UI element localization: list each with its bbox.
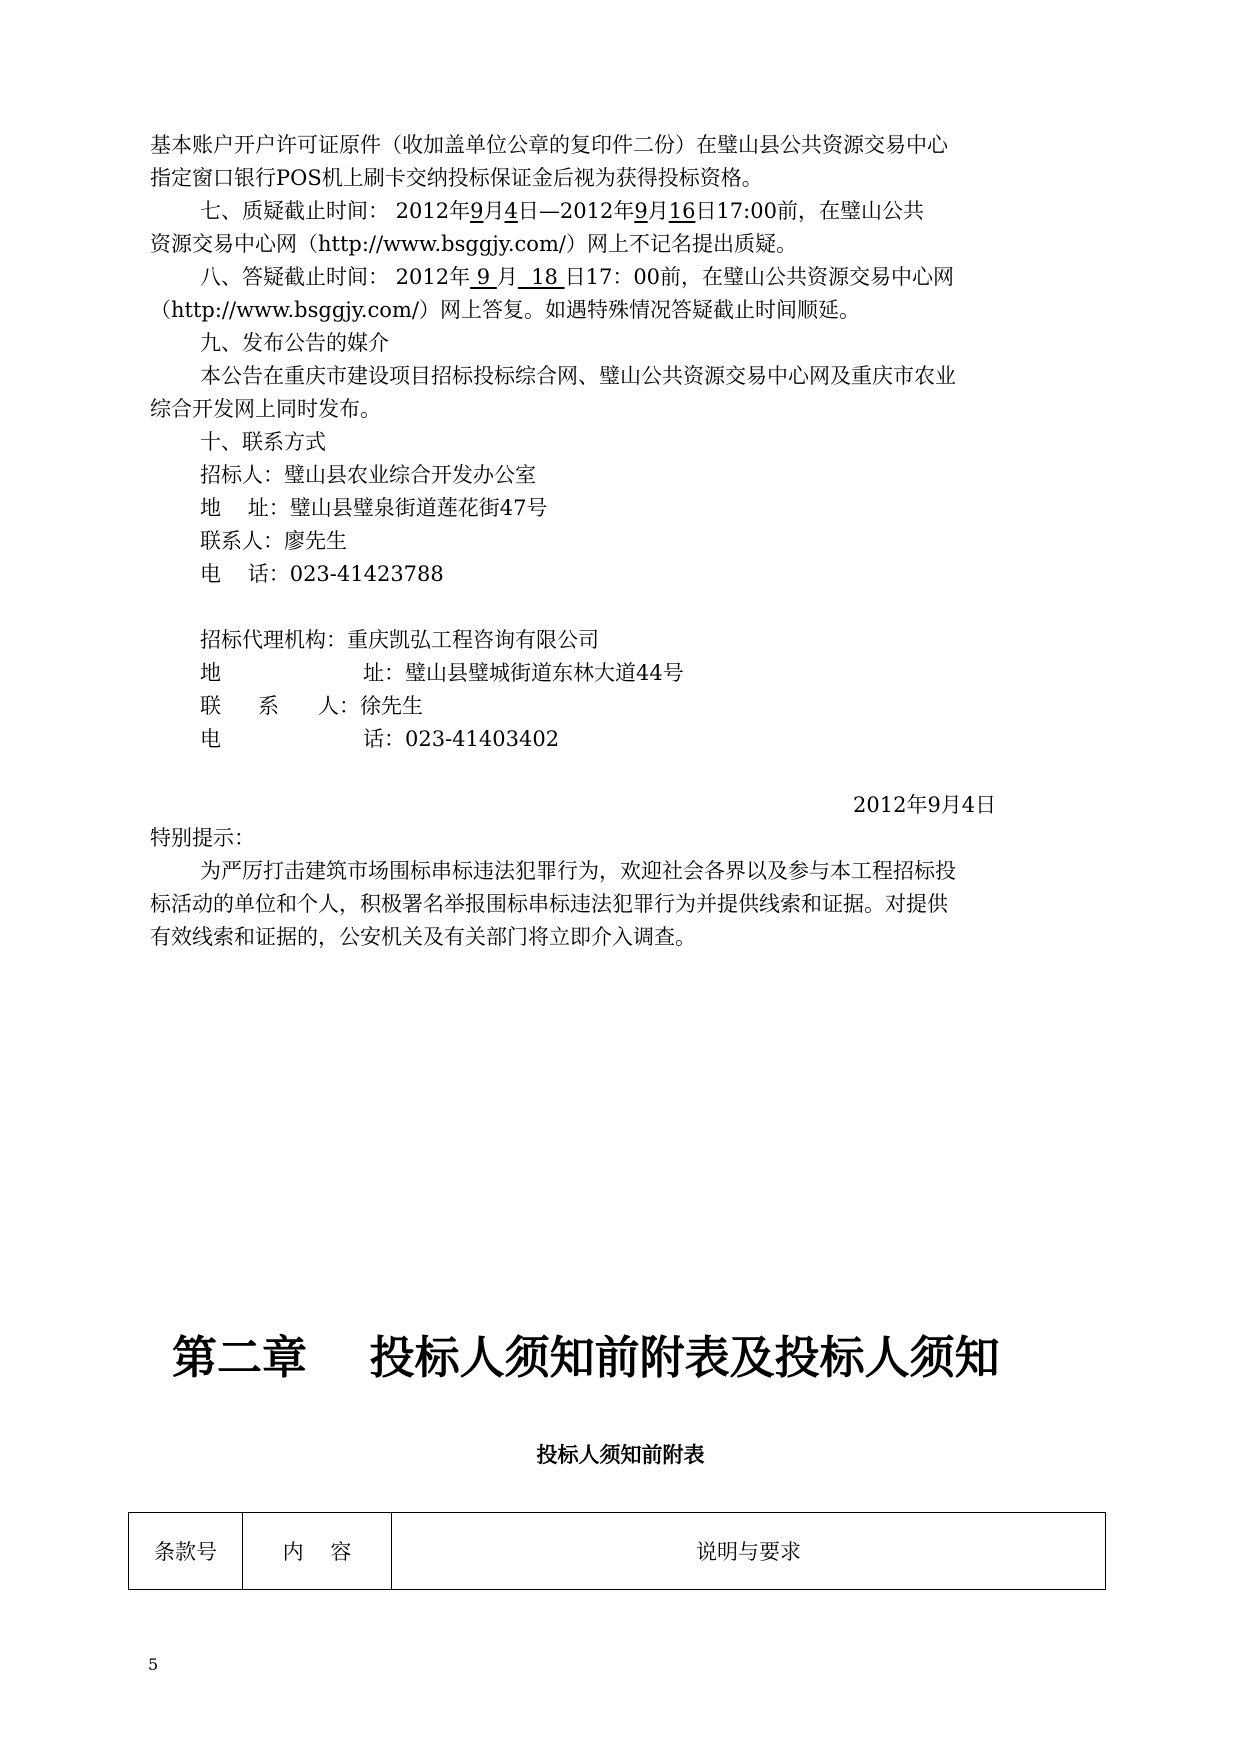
agent-address: 璧山县璧城街道东林大道44号 [405, 661, 684, 685]
question-end-month-suffix: 月 [647, 199, 669, 223]
agent-person-label-c: 人： [318, 694, 360, 718]
agent-address-label-a: 地 [200, 661, 221, 685]
phone-label: 电 话： [200, 562, 290, 586]
chapter-title: 第二章 投标人须知前附表及投标人须知 [172, 1331, 1000, 1384]
question-end-month: 9 [634, 199, 648, 223]
question-deadline-line [200, 196, 924, 226]
notice-line-1: 为严厉打击建筑市场围标串标违法犯罪行为，欢迎社会各界以及参与本工程招标投 [200, 859, 956, 883]
page-number: 5 [148, 1655, 159, 1674]
tenderer-address: 璧山县璧泉街道莲花街47号 [289, 496, 548, 520]
agent-address-line [363, 658, 684, 688]
notice-line-3: 有效线索和证据的，公安机关及有关部门将立即介入调查。 [150, 925, 696, 949]
question-month-suffix: 月 [483, 199, 505, 223]
body-line-4: 资源交易中心网（http://www.bsggjy.com/）网上不记名提出质疑。 [150, 232, 797, 256]
tenderer-contact-person: 联系人：廖先生 [200, 529, 347, 553]
agent-phone-line [363, 724, 559, 754]
tenderer-address-line [200, 493, 547, 523]
agent-person-line [318, 691, 423, 721]
agent-phone-label-b: 话： [363, 727, 405, 751]
agent-person: 徐先生 [360, 694, 423, 718]
agent-phone: 023-41403402 [405, 727, 560, 751]
answer-day-suffix: 日17：00前，在璧山公共资源交易中心网 [564, 265, 955, 289]
answer-month: 9 [470, 265, 497, 289]
body-line-1: 基本账户开户许可证原件（收加盖单位公章的复印件二份）在璧山县公共资源交易中心 [150, 133, 948, 157]
question-end-day: 16 [668, 199, 696, 223]
tenderer-phone-line [200, 559, 444, 589]
body-line-6: （http://www.bsggjy.com/）网上答复。如遇特殊情况答疑截止时间顺延。 [150, 298, 860, 322]
body-line-8: 本公告在重庆市建设项目招标投标综合网、璧山公共资源交易中心网及重庆市农业 [200, 364, 956, 388]
answer-deadline-text: 八、答疑截止时间： 2012年 [200, 265, 471, 289]
agent-phone-label-a: 电 [200, 727, 221, 751]
agent-address-label-b: 址： [363, 661, 405, 685]
question-end-suffix: 日17:00前，在璧山公共 [695, 199, 924, 223]
address-label: 地 址： [200, 496, 290, 520]
appendix-table [128, 1512, 1106, 1590]
notice-line-2: 标活动的单位和个人，积极署名举报围标串标违法犯罪行为并提供线索和证据。对提供 [150, 892, 948, 916]
body-line-2: 指定窗口银行POS机上刷卡交纳投标保证金后视为获得投标资格。 [150, 166, 763, 190]
question-start-day: 4 [504, 199, 518, 223]
answer-month-suffix: 月 [496, 265, 518, 289]
agent-person-label-b: 系 [258, 694, 279, 718]
notice-title: 特别提示： [150, 826, 255, 850]
question-deadline-text: 七、质疑截止时间： 2012年 [200, 199, 471, 223]
appendix-title: 投标人须知前附表 [536, 1443, 705, 1467]
section-ten-heading: 十、联系方式 [200, 430, 326, 454]
body-line-9: 综合开发网上同时发布。 [150, 397, 381, 421]
section-nine-heading: 九、发布公告的媒介 [200, 331, 389, 355]
question-start-month: 9 [470, 199, 484, 223]
agent-person-label-a: 联 [200, 694, 221, 718]
tenderer-line: 招标人：璧山县农业综合开发办公室 [200, 463, 536, 487]
question-day-suffix: 日—2012年 [517, 199, 635, 223]
answer-deadline-line [200, 262, 954, 292]
announcement-date: 2012年9月4日 [853, 793, 997, 817]
header-description: 说明与要求 [392, 1513, 1106, 1590]
answer-day: 18 [517, 265, 565, 289]
agent-name-line: 招标代理机构：重庆凯弘工程咨询有限公司 [200, 628, 599, 652]
tenderer-phone: 023-41423788 [289, 562, 444, 586]
table-header-row [129, 1513, 1106, 1590]
header-content: 内 容 [243, 1513, 392, 1590]
header-clause-number: 条款号 [129, 1513, 243, 1590]
